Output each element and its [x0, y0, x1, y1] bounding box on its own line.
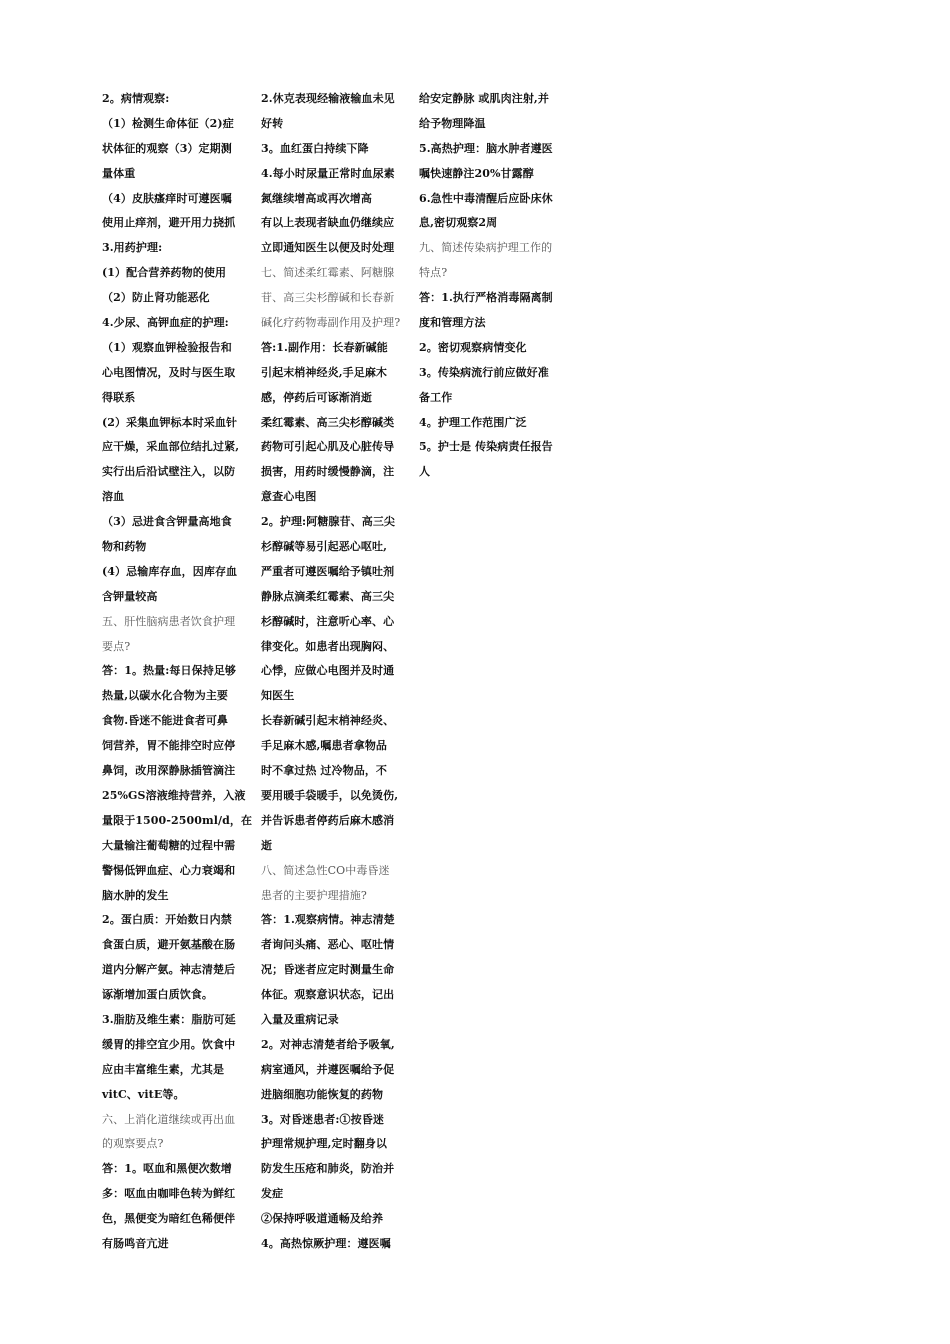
- text-line: 3。血红蛋白持续下降: [261, 141, 369, 155]
- text-line: 2。蛋白质：开始数日内禁: [102, 913, 232, 927]
- text-line: 2.休克表现经输液输血未见: [261, 92, 395, 105]
- text-line: 热量,以碳水化合物为主要: [102, 689, 229, 703]
- text-line: 柔红霉素、高三尖杉醇碱类: [261, 415, 395, 429]
- text-line: 备工作: [419, 390, 453, 404]
- section-heading-line: 碱化疗药物毒副作用及护理?: [261, 316, 401, 330]
- text-line: 心悸，应做心电图并及时通: [261, 664, 395, 678]
- text-line: 律变化。如患者出现胸闷、: [261, 639, 395, 653]
- text-line: 况；昏迷者应定时测量生命: [261, 963, 395, 977]
- text-line: 心电图情况，及时与医生取: [102, 365, 236, 379]
- text-line: 脑水肿的发生: [102, 888, 169, 902]
- text-line: 立即通知医生以便及时处理: [261, 241, 395, 255]
- text-line: 者询问头痛、恶心、呕吐情: [261, 938, 395, 952]
- text-line: vitC、vitE等。: [102, 1087, 185, 1101]
- section-heading-line: 六、上消化道继续或再出血: [102, 1112, 236, 1126]
- text-line: 氮继续增高或再次增高: [261, 191, 372, 205]
- text-column-3: [419, 87, 567, 485]
- text-line: 状体征的观察（3）定期测: [102, 141, 232, 155]
- text-line: 体征。观察意识状态，记出: [261, 988, 395, 1002]
- text-line: 2。护理:阿糖腺苷、高三尖: [261, 515, 396, 529]
- text-line: 有以上表现者缺血仍继续应: [261, 216, 395, 230]
- text-line: 25%GS溶液维持营养，入液: [102, 788, 246, 802]
- text-line: 杉醇碱时，注意听心率、心: [261, 614, 395, 628]
- text-line: （3）忌进食含钾量高地食: [102, 515, 232, 529]
- text-line: 入量及重病记录: [261, 1012, 339, 1026]
- text-line: 度和管理方法: [419, 316, 486, 330]
- text-line: 逝: [261, 838, 273, 852]
- text-line: 给安定静脉 或肌肉注射,并: [419, 92, 549, 105]
- section-heading-line: 九、简述传染病护理工作的: [419, 241, 553, 255]
- text-line: 实行出后沿试壁注入，以防: [102, 465, 236, 479]
- text-line: 严重者可遵医嘱给予镇吐剂: [261, 564, 395, 578]
- section-heading-line: 五、肝性脑病患者饮食护理: [102, 614, 236, 628]
- text-line: 知医生: [261, 689, 295, 703]
- text-line: 食蛋白质，避开氨基酸在肠: [102, 938, 236, 952]
- text-line: (4）忌输库存血，因库存血: [102, 564, 238, 578]
- text-line: 量限于1500-2500ml/d，在: [102, 813, 253, 827]
- text-line: 人: [419, 465, 431, 479]
- section-heading-line: 的观察要点?: [102, 1137, 164, 1151]
- text-line: ②保持呼吸道通畅及给养: [261, 1212, 384, 1226]
- text-line: 应干燥，采血部位结扎过紧,: [102, 440, 240, 454]
- text-line: （1）观察血钾检验报告和: [102, 340, 232, 354]
- section-heading-line: 八、简述急性CO中毒昏迷: [261, 863, 390, 877]
- text-line: 6.急性中毒清醒后应卧床休: [419, 191, 553, 205]
- text-line: 得联系: [102, 390, 136, 404]
- text-line: 含钾量较高: [102, 589, 158, 603]
- text-line: 答：1。呕血和黑便次数增: [102, 1162, 232, 1176]
- text-line: 息,密切观察2周: [419, 216, 498, 230]
- text-column-1: [102, 87, 253, 1257]
- text-line: 嘱快速静注20%甘露醇: [419, 166, 534, 180]
- text-line: 手足麻木感,嘱患者拿物品: [261, 739, 388, 753]
- text-line: 2。病情观察:: [102, 92, 170, 105]
- text-line: 并告诉患者停药后麻木感消: [261, 813, 395, 827]
- text-line: 损害，用药时缓慢静滴，注: [261, 465, 395, 479]
- text-column-2: [261, 87, 409, 1257]
- text-line: 引起末梢神经炎,手足麻木: [261, 365, 388, 379]
- text-line: 缓胃的排空宜少用。饮食中: [102, 1037, 236, 1051]
- text-line: 饲营养，胃不能排空时应停: [102, 739, 236, 753]
- section-heading-line: 要点?: [102, 639, 131, 653]
- text-line: 4.每小时尿量正常时血尿素: [261, 166, 395, 180]
- text-line: 意查心电图: [261, 490, 317, 504]
- text-line: 溶血: [102, 490, 125, 504]
- text-line: 4。护理工作范围广泛: [419, 415, 527, 429]
- text-line: 发症: [261, 1187, 284, 1201]
- section-heading-line: 苷、高三尖杉醇碱和长春新: [261, 291, 395, 305]
- text-line: 大量输注葡萄糖的过程中需: [102, 838, 236, 852]
- text-line: 3。传染病流行前应做好准: [419, 365, 549, 379]
- section-heading-line: 特点?: [419, 266, 448, 280]
- text-line: (2）采集血钾标本时采血针: [102, 415, 238, 429]
- text-line: 长春新碱引起末梢神经炎、: [261, 714, 395, 728]
- text-line: 好转: [261, 116, 284, 130]
- text-line: 给予物理降温: [419, 116, 486, 130]
- text-line: 4.少尿、高钾血症的护理:: [102, 316, 229, 330]
- text-line: 进脑细胞功能恢复的药物: [261, 1087, 384, 1101]
- text-line: 道内分解产氨。神志清楚后: [102, 963, 236, 977]
- text-line: （4）皮肤瘙痒时可遵医嘱: [102, 191, 232, 205]
- text-line: 2。密切观察病情变化: [419, 340, 527, 354]
- text-line: 3.脂肪及维生素：脂肪可延: [102, 1012, 236, 1026]
- text-line: 护理常规护理,定时翻身以: [261, 1137, 388, 1151]
- text-line: 2。对神志清楚者给予吸氧,: [261, 1037, 395, 1051]
- text-line: 答：1.执行严格消毒隔离制: [419, 291, 553, 305]
- text-line: 5。护士是 传染病责任报告: [419, 440, 553, 454]
- text-line: 感，停药后可诼渐消逝: [261, 390, 372, 404]
- text-line: 答：1.观察病情。神志清楚: [261, 913, 395, 927]
- text-line: 量体重: [102, 166, 136, 180]
- text-line: 3。对昏迷患者:①按昏迷: [261, 1112, 384, 1126]
- text-line: 要用暖手袋暖手，以免烫伤,: [261, 788, 399, 802]
- text-line: （1）检测生命体征（2)症: [102, 116, 234, 130]
- text-line: 3.用药护理:: [102, 241, 163, 255]
- section-heading-line: 患者的主要护理措施?: [261, 888, 367, 902]
- text-line: 防发生压疮和肺炎，防治并: [261, 1162, 395, 1176]
- text-line: 病室通风，并遵医嘱给予促: [261, 1062, 395, 1076]
- text-line: 色，黑便变为暗红色稀便伴: [102, 1212, 236, 1226]
- text-line: 有肠鸣音亢进: [102, 1236, 169, 1250]
- text-line: 5.高热护理：脑水肿者遵医: [419, 141, 553, 155]
- text-line: 诼渐增加蛋白质饮食。: [102, 988, 213, 1002]
- text-line: 4。高热惊厥护理：遵医嘱: [261, 1236, 391, 1250]
- text-line: 药物可引起心肌及心脏传导: [261, 440, 395, 454]
- text-line: 警惕低钾血症、心力衰竭和: [102, 863, 236, 877]
- text-line: 杉醇碱等易引起恶心呕吐,: [261, 540, 388, 554]
- text-line: 物和药物: [102, 540, 147, 554]
- text-line: 答:1.副作用：长春新碱能: [261, 340, 388, 354]
- section-heading-line: 七、简述柔红霉素、阿糖腺: [261, 266, 395, 280]
- text-line: 多：呕血由咖啡色转为鲜红: [102, 1187, 236, 1201]
- text-line: 使用止痒剂，避开用力挠抓: [102, 216, 236, 230]
- text-line: 答：1。热量:每日保持足够: [102, 664, 237, 678]
- text-line: 时不拿过热 过冷物品，不: [261, 764, 388, 778]
- text-line: 应由丰富维生素，尤其是: [102, 1062, 225, 1076]
- text-line: （2）防止肾功能恶化: [102, 291, 210, 305]
- text-line: 静脉点滴柔红霉素、高三尖: [261, 589, 395, 603]
- text-line: 食物.昏迷不能进食者可鼻: [102, 714, 229, 728]
- text-line: 鼻饲，改用深静脉插管滴注: [102, 764, 236, 778]
- text-line: (1）配合营养药物的使用: [102, 266, 227, 280]
